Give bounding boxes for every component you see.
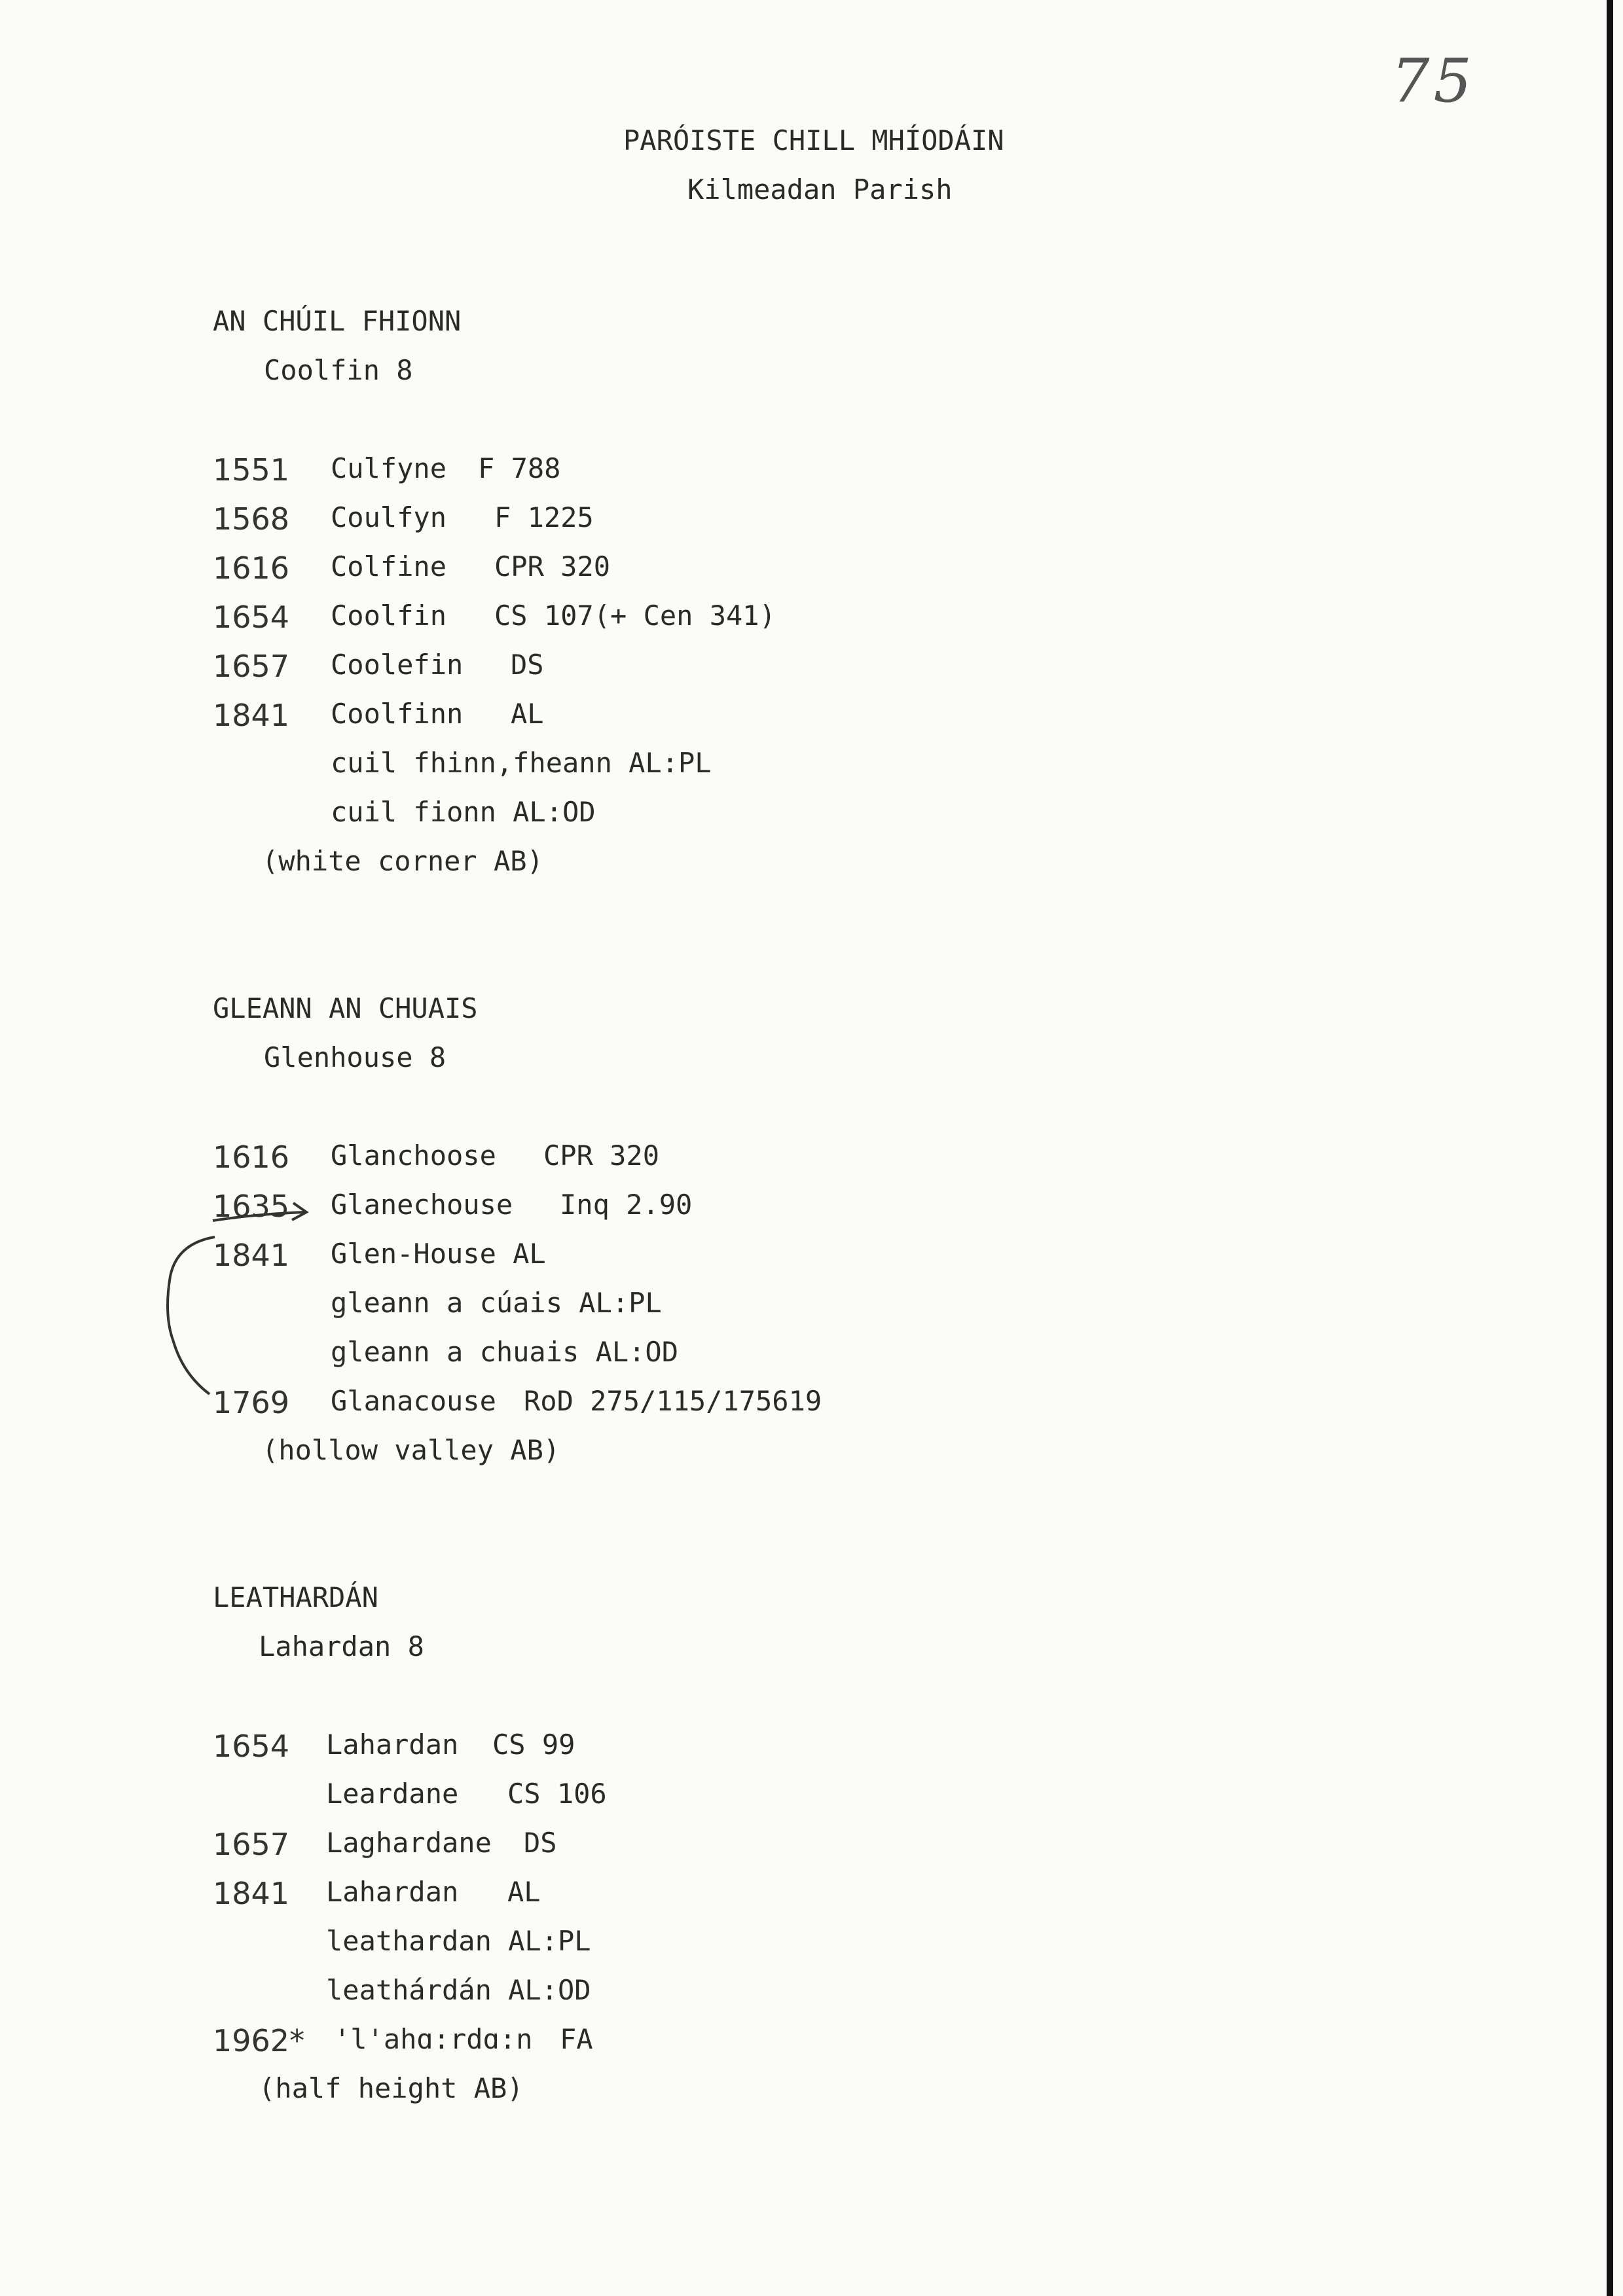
row-form: leathárdán AL:OD bbox=[326, 1974, 591, 2006]
row-form: Glanechouse bbox=[331, 1189, 513, 1221]
entry-meaning: (hollow valley AB) bbox=[262, 1434, 560, 1466]
row-form: Culfyne bbox=[331, 452, 447, 484]
row-form: Glen-House AL bbox=[331, 1238, 546, 1270]
entry-meaning: (white corner AB) bbox=[262, 845, 543, 877]
page-subtitle: Kilmeadan Parish bbox=[687, 173, 953, 206]
row-form: leathardan AL:PL bbox=[326, 1925, 591, 1957]
handwritten-arrow-icon bbox=[157, 1198, 327, 1414]
entry-irish-name: AN CHÚIL FHIONN bbox=[213, 305, 462, 337]
entry-english-name: Lahardan 8 bbox=[259, 1630, 424, 1662]
row-source: FA bbox=[560, 2023, 593, 2055]
row-year: 1616 bbox=[213, 1139, 290, 1175]
row-source: DS bbox=[524, 1827, 557, 1859]
row-form: Coulfyn bbox=[331, 501, 447, 533]
entry-english-name: Coolfin 8 bbox=[264, 354, 413, 386]
entry-english-name: Glenhouse 8 bbox=[264, 1041, 447, 1073]
row-year: 1654 bbox=[213, 600, 290, 635]
row-year: 1657 bbox=[213, 1827, 290, 1862]
entry-irish-name: GLEANN AN CHUAIS bbox=[213, 992, 478, 1024]
page-number: 75 bbox=[1391, 46, 1476, 116]
row-form: Coolefin bbox=[331, 649, 464, 681]
row-year: 1551 bbox=[213, 452, 290, 488]
row-form: Lahardan bbox=[326, 1876, 459, 1908]
row-year: 1769 bbox=[213, 1385, 290, 1420]
row-year: 1657 bbox=[213, 649, 290, 684]
row-form: gleann a chuais AL:OD bbox=[331, 1336, 679, 1368]
row-source: AL bbox=[511, 698, 544, 730]
row-form: cuil fionn AL:OD bbox=[331, 796, 596, 828]
row-form: Glanchoose bbox=[331, 1139, 496, 1172]
row-form: 'l'ahɑ:rdɑ:n bbox=[334, 2023, 533, 2055]
row-year: 1635 bbox=[213, 1189, 290, 1224]
entry-meaning: (half height AB) bbox=[259, 2072, 524, 2104]
row-source: CS 106 bbox=[507, 1778, 607, 1810]
row-form: gleann a cúais AL:PL bbox=[331, 1287, 662, 1319]
row-form: Lahardan bbox=[326, 1729, 459, 1761]
row-source: CS 107(+ Cen 341) bbox=[494, 600, 776, 632]
row-source: CPR 320 bbox=[543, 1139, 660, 1172]
entry-irish-name: LEATHARDÁN bbox=[213, 1581, 378, 1613]
row-year: 1841 bbox=[213, 1876, 290, 1911]
page-title: PARÓISTE CHILL MHÍODÁIN bbox=[623, 124, 1004, 156]
row-source: F 1225 bbox=[494, 501, 594, 533]
row-year: 1841 bbox=[213, 698, 290, 733]
row-year: 1568 bbox=[213, 501, 290, 537]
row-form: Coolfinn bbox=[331, 698, 464, 730]
row-year: 1654 bbox=[213, 1729, 290, 1764]
row-source: AL bbox=[507, 1876, 541, 1908]
row-year: 1962* bbox=[213, 2023, 305, 2058]
row-source: CPR 320 bbox=[494, 550, 611, 583]
row-form: cuil fhinn,fheann AL:PL bbox=[331, 747, 712, 779]
row-form: Leardane bbox=[326, 1778, 459, 1810]
row-form: Colfine bbox=[331, 550, 447, 583]
scan-edge bbox=[1607, 0, 1613, 2296]
row-form: Laghardane bbox=[326, 1827, 492, 1859]
row-source: F 788 bbox=[478, 452, 561, 484]
row-source: RoD 275/115/175619 bbox=[524, 1385, 822, 1417]
row-source: DS bbox=[511, 649, 544, 681]
row-form: Glanacouse bbox=[331, 1385, 496, 1417]
row-source: Inq 2.90 bbox=[560, 1189, 693, 1221]
row-year: 1616 bbox=[213, 550, 290, 586]
row-form: Coolfin bbox=[331, 600, 447, 632]
row-source: CS 99 bbox=[492, 1729, 575, 1761]
row-year: 1841 bbox=[213, 1238, 290, 1273]
